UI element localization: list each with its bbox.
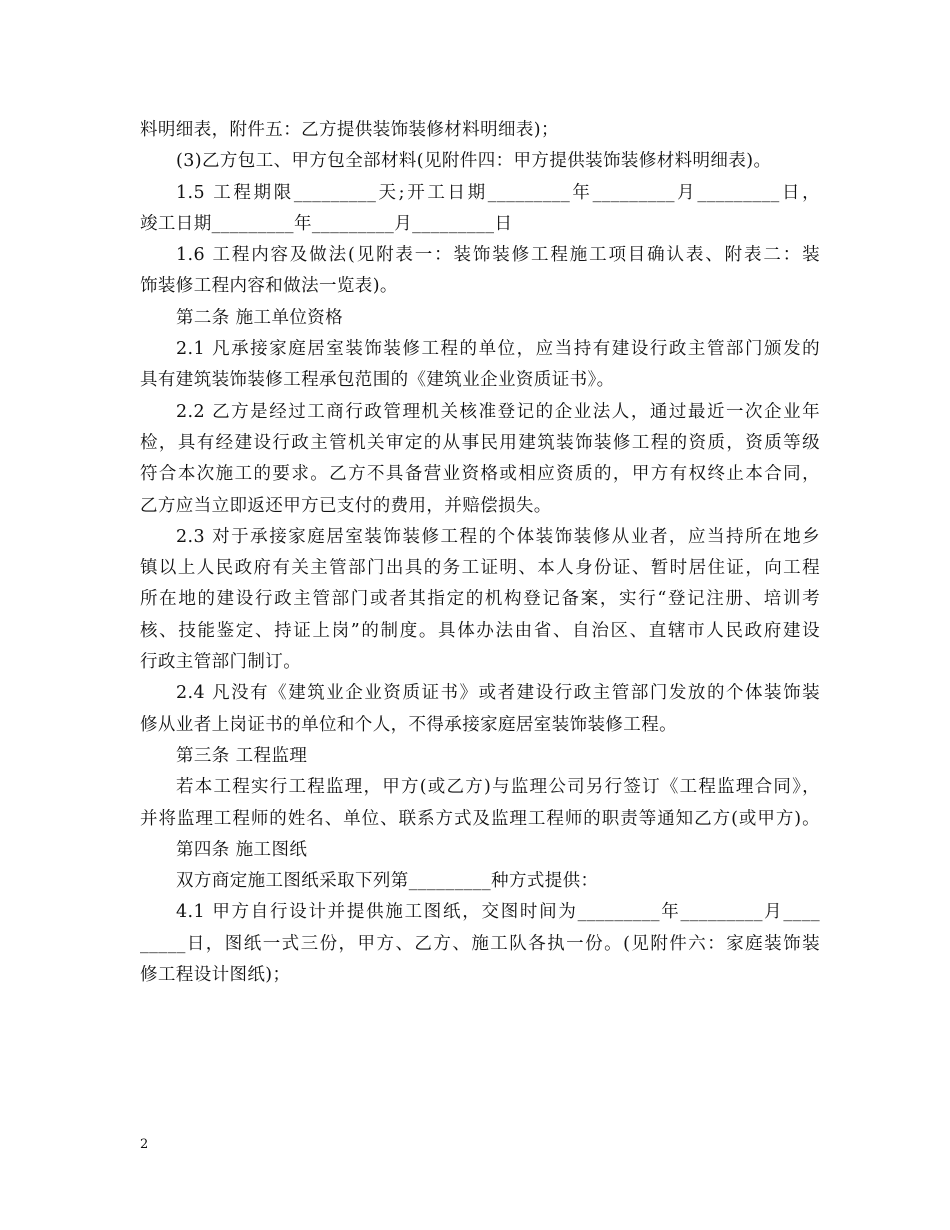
text-line: 料明细表，附件五：乙方提供装饰装修材料明细表)； (140, 120, 559, 140)
text-line: 第三条 工程监理 (176, 745, 308, 766)
text-line: (3)乙方包工、甲方包全部材料(见附件四：甲方提供装饰装修材料明细表)。 (176, 151, 772, 172)
text-line: 修工程设计图纸)； (140, 965, 291, 986)
text-line: 符合本次施工的要求。乙方不具备营业资格或相应资质的，甲方有权终止本合同， (140, 464, 820, 485)
text-line: 1.6 工程内容及做法(见附表一：装饰装修工程施工项目确认表、附表二：装 (176, 245, 820, 266)
document-body (140, 115, 820, 991)
text-line: 竣工日期_________年_________月_________日 (140, 213, 513, 234)
text-line: 第二条 施工单位资格 (176, 307, 344, 328)
text-line: 核、技能鉴定、持证上岗”的制度。具体办法由省、自治区、直辖市人民政府建设 (140, 620, 820, 641)
text-line: 行政主管部门制订。 (140, 652, 302, 673)
text-line: 第四条 施工图纸 (176, 839, 308, 860)
text-line: _____日，图纸一式三份，甲方、乙方、施工队各执一份。(见附件六：家庭装饰装 (140, 933, 820, 954)
page-number: 2 (140, 1137, 149, 1152)
text-line: 2.3 对于承接家庭居室装饰装修工程的个体装饰装修从业者，应当持所在地乡 (176, 526, 820, 547)
text-line: 所在地的建设行政主管部门或者其指定的机构登记备案，实行“登记注册、培训考 (140, 589, 820, 610)
text-line: 2.4 凡没有《建筑业企业资质证书》或者建设行政主管部门发放的个体装饰装 (176, 683, 820, 704)
text-line: 若本工程实行工程监理，甲方(或乙方)与监理公司另行签订《工程监理合同》， (176, 777, 820, 798)
text-line: 检，具有经建设行政主管机关审定的从事民用建筑装饰装修工程的资质，资质等级 (140, 432, 820, 453)
text-line: 1.5 工程期限_________天;开工日期_________年_________月_________日， (176, 182, 820, 203)
text-line: 4.1 甲方自行设计并提供施工图纸，交图时间为_________年_________月____ (176, 902, 820, 923)
text-line: 2.2 乙方是经过工商行政管理机关核准登记的企业法人，通过最近一次企业年 (176, 401, 820, 422)
text-line: 乙方应当立即返还甲方已支付的费用，并赔偿损失。 (140, 495, 552, 516)
text-line: 双方商定施工图纸采取下列第_________种方式提供： (176, 871, 599, 892)
text-line: 并将监理工程师的姓名、单位、联系方式及监理工程师的职责等通知乙方(或甲方)。 (140, 808, 820, 829)
text-line: 饰装修工程内容和做法一览表)。 (140, 276, 398, 297)
text-line: 具有建筑装饰装修工程承包范围的《建筑业企业资质证书》。 (140, 370, 615, 391)
text-line: 修从业者上岗证书的单位和个人，不得承接家庭居室装饰装修工程。 (140, 714, 677, 735)
text-line: 镇以上人民政府有关主管部门出具的务工证明、本人身份证、暂时居住证，向工程 (140, 558, 820, 579)
text-line: 2.1 凡承接家庭居室装饰装修工程的单位，应当持有建设行政主管部门颁发的 (176, 339, 820, 360)
